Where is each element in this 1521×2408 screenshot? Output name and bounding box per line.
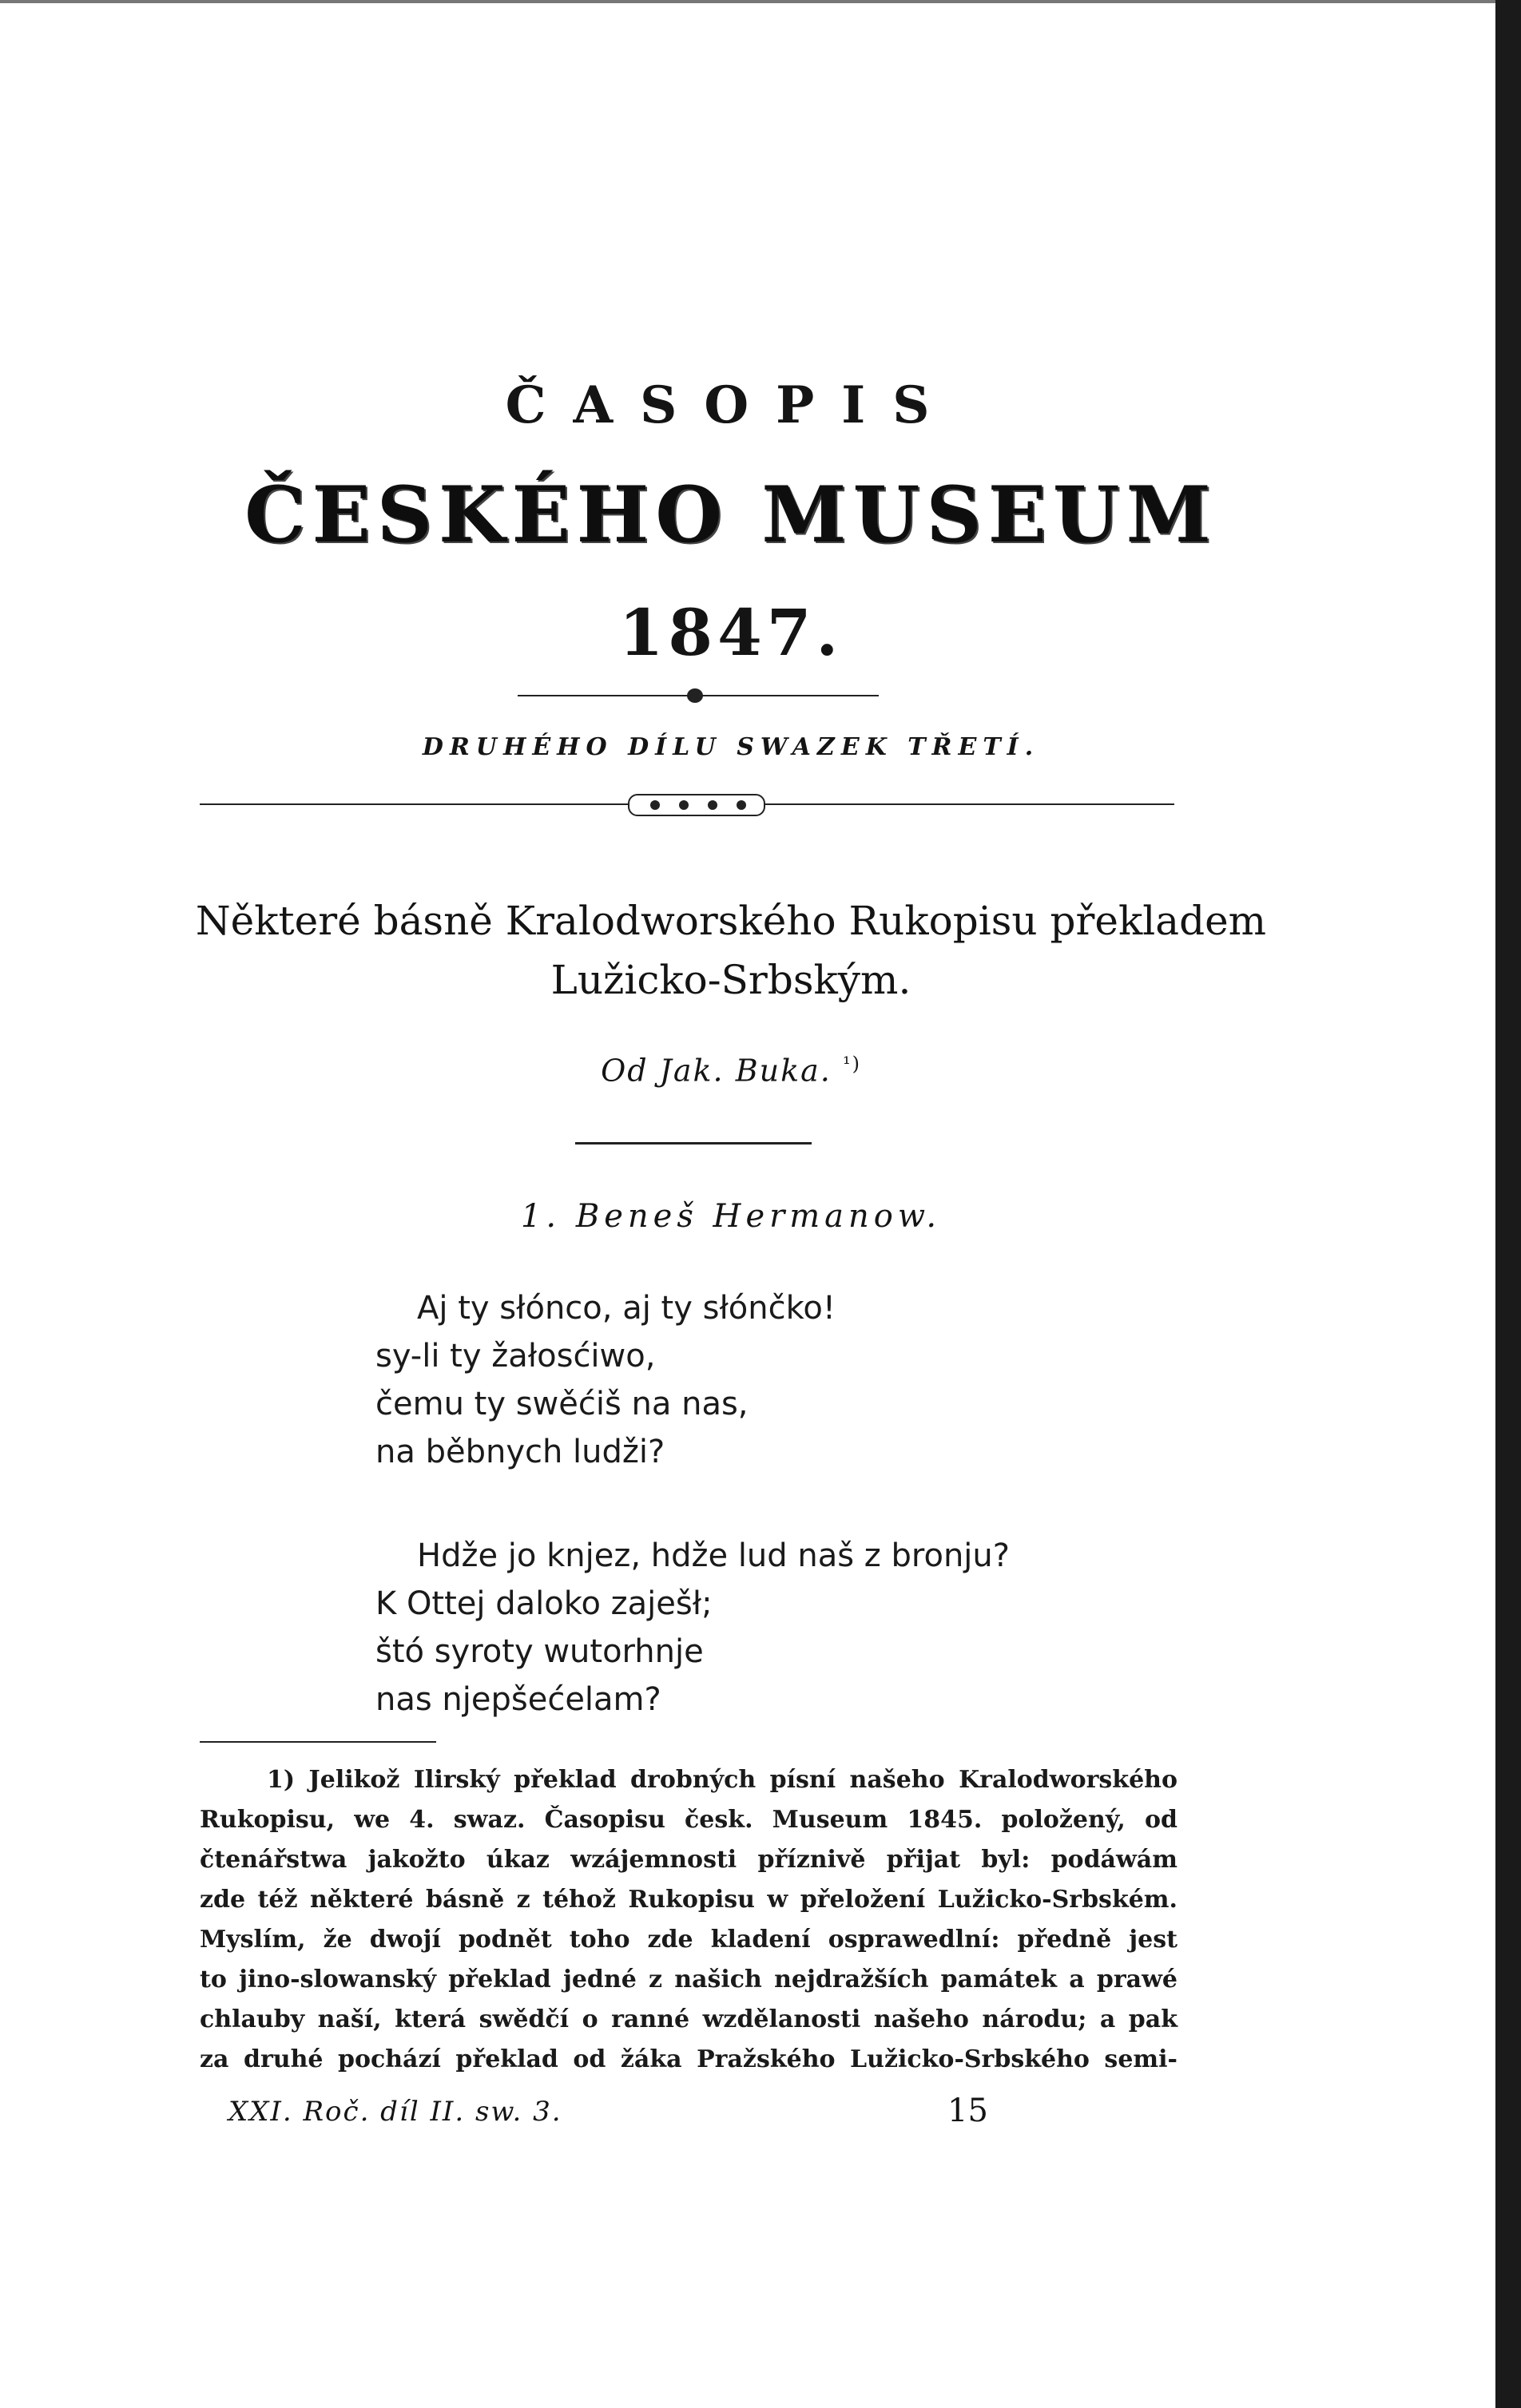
poem-line: na běbnych ludži? [375,1434,665,1470]
page-top-edge [0,0,1521,3]
poem-line: nas njepšećelam? [375,1681,661,1718]
footnote-line: Myslím, že dwojí podnět toho zde kladení osprawedlní: předně jest [200,1926,1177,1954]
page-number: 15 [947,2093,988,2129]
poem-stanza [375,1284,1174,1476]
poem-heading: 1. Beneš Hermanow. [520,1198,942,1235]
publication-year: 1847. [618,595,844,670]
ornament-dot-icon [650,800,660,810]
poem-line: štó syroty wutorhnje [375,1633,704,1670]
footnote-line: 1) Jelikož Ilirský překlad drobných písní našeho Kralodworského [267,1766,1177,1794]
footnote [200,1760,1177,2080]
poem-line: Hdže jo knjez, hdže lud naš z bronju? [417,1537,1010,1574]
poem-line: sy-li ty žałosćiwo, [375,1338,656,1375]
article-title [0,891,1462,1010]
footnote-rule [200,1741,436,1743]
poem-stanza [375,1532,1174,1724]
footnote-line: chlauby naší, která swědčí o ranné wzdělanosti našeho národu; a pak [200,2005,1177,2033]
poem-line: K Ottej daloko zaješł; [375,1585,713,1622]
ornament-dot-icon [687,688,703,703]
byline-author: Od Jak. Buka. [601,1053,832,1089]
footnote-line: zde též některé básně z téhož Rukopisu w přeložení Lužicko-Srbském. [200,1886,1177,1914]
footnote-line: to jino-slowanský překlad jedné z našich nejdražších památek a prawé [200,1966,1177,1993]
footnote-marker: ¹) [842,1053,861,1075]
printer-signature: XXI. Roč. díl II. sw. 3. [228,2096,562,2128]
ornament-flourish-icon [628,794,765,816]
page-binding-edge [1495,0,1521,2408]
footnote-line: čtenářstwa jakožto úkaz wzájemnosti příznivě přijat byl: podáwám [200,1846,1177,1874]
journal-title: ČASOPIS [505,375,957,435]
section-rule [575,1142,812,1144]
poem-line: čemu ty swěćiš na nas, [375,1386,749,1422]
article-title-line: Lužicko-Srbským. [550,957,911,1003]
article-title-line: Některé básně Kralodworského Rukopisu překladem [195,898,1267,944]
museum-title: ČESKÉHO MUSEUM [244,470,1217,560]
footnote-line: za druhé pochází překlad od žáka Pražského Lužicko-Srbského semi- [200,2045,1177,2073]
ornament-dot-icon [708,800,717,810]
ornament-dot-icon [737,800,746,810]
volume-line: DRUHÉHO DÍLU SWAZEK TŘETÍ. [422,733,1040,761]
article-byline [0,1053,1462,1089]
ornament-dot-icon [679,800,689,810]
poem-line: Aj ty słónco, aj ty słónčko! [417,1290,836,1327]
footnote-line: Rukopisu, we 4. swaz. Časopisu česk. Museum 1845. položený, od [200,1806,1177,1834]
